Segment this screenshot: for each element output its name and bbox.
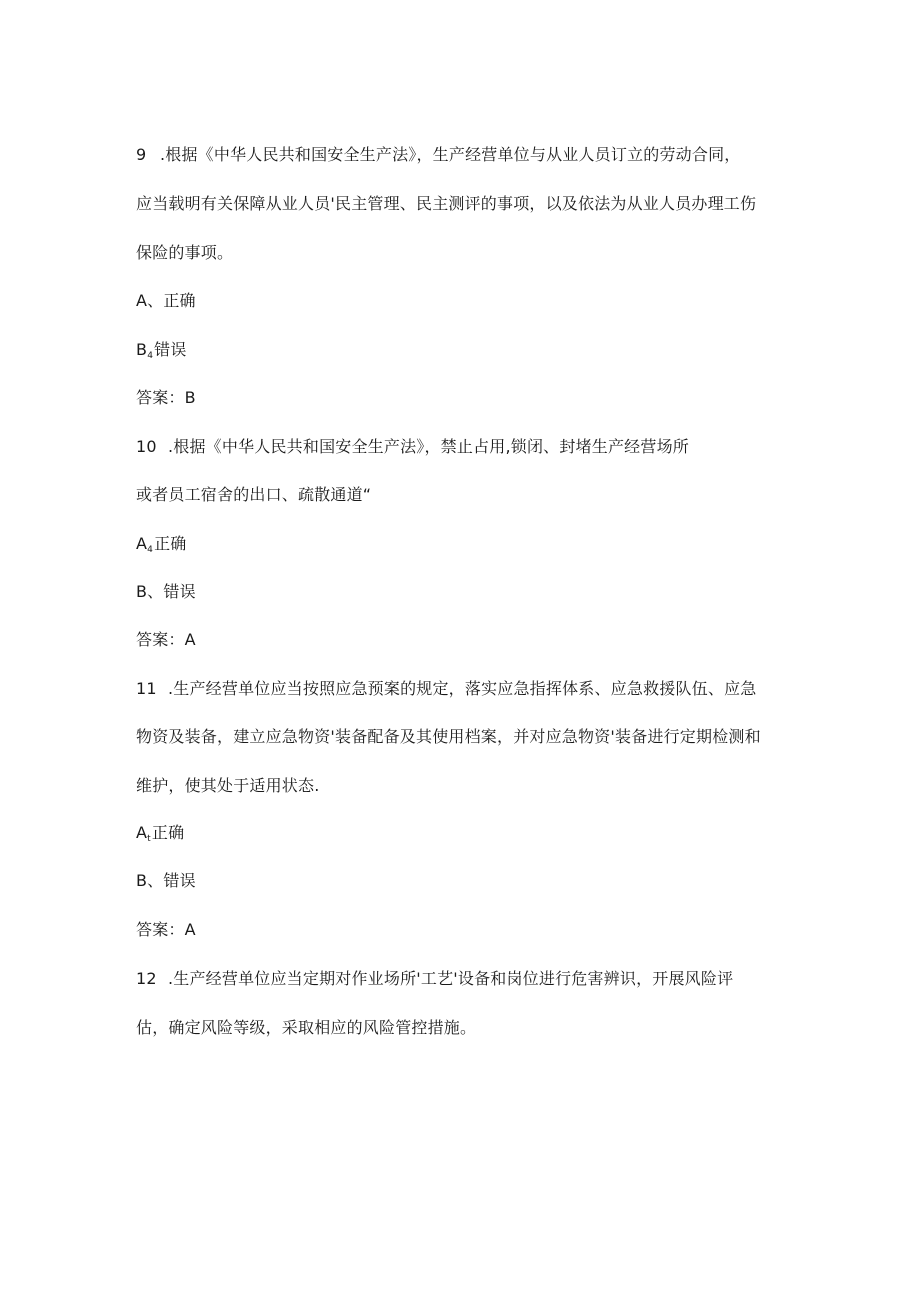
question-10-number: 10	[136, 437, 157, 456]
question-12-line-2: 估，确定风险等级，采取相应的风险管控措施。	[136, 1018, 477, 1037]
question-9-line-2: 应当载明有关保障从业人员'民主管理、民主测评的事项，以及依法为从业人员办理工伤	[136, 194, 757, 213]
question-11-option-a-letter: A	[136, 823, 148, 842]
question-9-option-b-text: 错误	[154, 340, 187, 359]
question-9-line-3: 保险的事项。	[136, 243, 234, 262]
question-11-line-2: 物资及装备，建立应急物资'装备配备及其使用档案，并对应急物资'装备进行定期检测和	[136, 727, 761, 746]
question-10-option-a-letter: A	[136, 534, 148, 553]
question-9-option-b-letter: B	[136, 340, 148, 359]
question-11-text: .生产经营单位应当按照应急预案的规定，落实应急指挥体系、应急救援队伍、应急	[168, 679, 757, 698]
question-12-text: .生产经营单位应当定期对作业场所'工艺'设备和岗位进行危害辨识，开展风险评	[168, 969, 734, 988]
question-9-option-b-mark: 4	[147, 351, 154, 361]
question-12-line-1	[136, 969, 733, 989]
question-11-number: 11	[136, 679, 157, 698]
question-11-option-a-mark: t	[147, 834, 151, 844]
question-10-option-a-text: 正确	[154, 534, 187, 553]
question-11-option-a-text: 正确	[151, 823, 185, 842]
question-10-line-2: 或者员工宿舍的出口、疏散通道“	[136, 485, 372, 504]
question-12-number: 12	[136, 969, 157, 988]
question-11-option-b: B、错误	[136, 871, 196, 890]
question-10-answer: 答案：A	[136, 630, 196, 649]
question-9-text: .根据《中华人民共和国安全生产法》，生产经营单位与从业人员订立的劳动合同，	[160, 145, 741, 164]
question-9-option-a: A、正确	[136, 291, 196, 310]
question-9-option-b	[136, 340, 187, 366]
question-11-line-3: 维护，使其处于适用状态.	[136, 776, 320, 795]
question-9-line-1	[136, 145, 741, 165]
question-10-option-a	[136, 534, 187, 560]
question-9-answer: 答案：B	[136, 388, 196, 407]
question-11-answer: 答案：A	[136, 920, 196, 939]
question-10-line-1	[136, 437, 689, 457]
question-10-text: .根据《中华人民共和国安全生产法》，禁止占用,锁闭、封堵生产经营场所	[168, 437, 689, 456]
question-11-option-a	[136, 823, 184, 849]
question-9-number: 9	[136, 145, 147, 164]
question-10-option-a-mark: 4	[147, 545, 154, 555]
question-11-line-1	[136, 679, 757, 699]
question-10-option-b: B、错误	[136, 582, 196, 601]
